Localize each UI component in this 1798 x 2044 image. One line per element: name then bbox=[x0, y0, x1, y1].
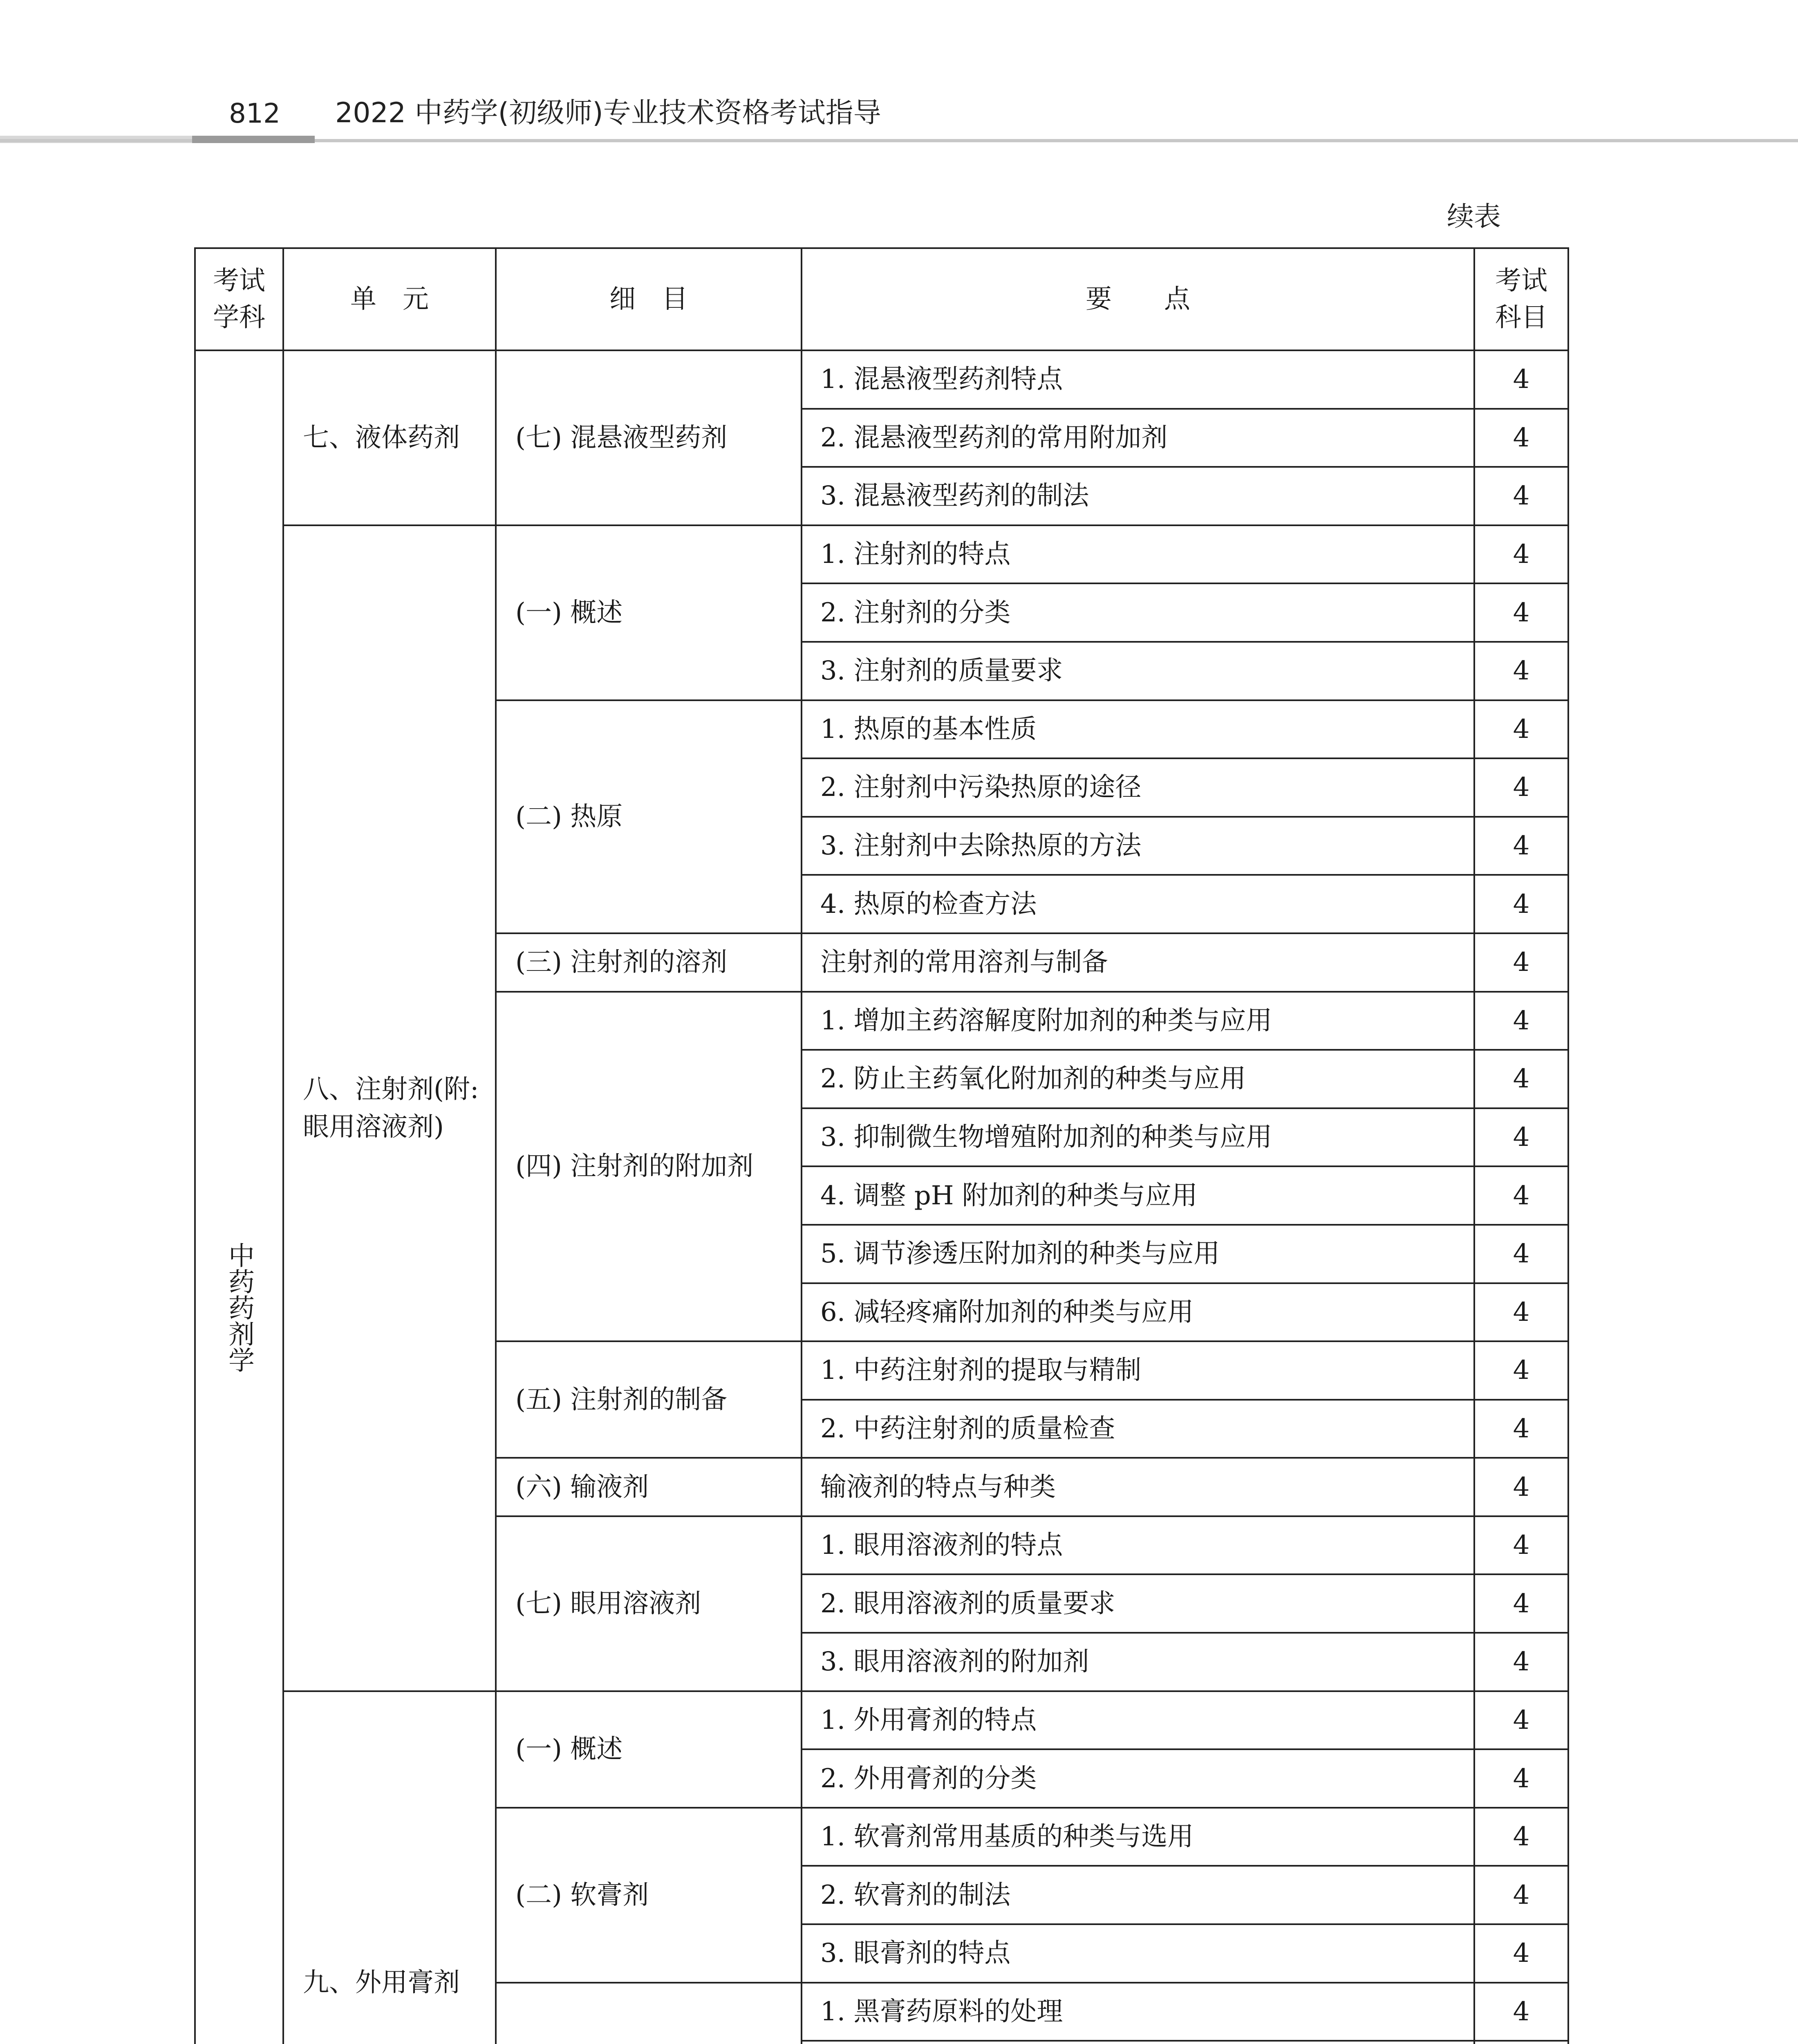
subject-label: 中药药剂学 bbox=[224, 1242, 254, 1373]
point-cell: 2. 眼用溶液剂的质量要求 bbox=[802, 1574, 1474, 1633]
code-cell: 4 bbox=[1474, 1866, 1568, 1924]
point-cell: 1. 软膏剂常用基质的种类与选用 bbox=[802, 1808, 1474, 1866]
code-cell: 4 bbox=[1474, 1050, 1568, 1108]
point-cell: 2. 软膏剂的制法 bbox=[802, 1866, 1474, 1924]
point-cell: 3. 抑制微生物增殖附加剂的种类与应用 bbox=[802, 1108, 1474, 1167]
code-cell: 4 bbox=[1474, 1108, 1568, 1167]
point-cell: 5. 调节渗透压附加剂的种类与应用 bbox=[802, 1225, 1474, 1283]
point-cell: 注射剂的常用溶剂与制备 bbox=[802, 933, 1474, 992]
header-code bbox=[1474, 248, 1568, 350]
code-cell: 4 bbox=[1474, 1458, 1568, 1516]
point-cell: 4. 热原的检查方法 bbox=[802, 875, 1474, 933]
point-cell: 3. 注射剂的质量要求 bbox=[802, 642, 1474, 700]
point-cell: 1. 增加主药溶解度附加剂的种类与应用 bbox=[802, 992, 1474, 1050]
code-cell: 4 bbox=[1474, 409, 1568, 467]
point-cell: 1. 热原的基本性质 bbox=[802, 700, 1474, 759]
book-title: 2022 中药学(初级师)专业技术资格考试指导 bbox=[335, 97, 881, 129]
code-cell: 4 bbox=[1474, 583, 1568, 642]
point-cell: 2. 注射剂的分类 bbox=[802, 583, 1474, 642]
unit-cell: 七、液体药剂 bbox=[283, 350, 496, 525]
detail-cell: (二) 软膏剂 bbox=[496, 1808, 802, 1983]
code-cell: 4 bbox=[1474, 1225, 1568, 1283]
code-cell: 4 bbox=[1474, 758, 1568, 817]
point-cell: 输液剂的特点与种类 bbox=[802, 1458, 1474, 1516]
header-subject-line2: 学科 bbox=[213, 302, 265, 333]
code-cell: 4 bbox=[1474, 1924, 1568, 1983]
point-cell: 3. 注射剂中去除热原的方法 bbox=[802, 817, 1474, 875]
code-cell: 4 bbox=[1474, 1516, 1568, 1575]
code-cell: 4 bbox=[1474, 1983, 1568, 2041]
table-body bbox=[195, 350, 1568, 2044]
point-cell: 4. 调整 pH 附加剂的种类与应用 bbox=[802, 1166, 1474, 1225]
code-cell: 4 bbox=[1474, 1400, 1568, 1458]
point-cell: 1. 眼用溶液剂的特点 bbox=[802, 1516, 1474, 1575]
table-row bbox=[195, 350, 1568, 409]
subject-cell bbox=[195, 350, 283, 2044]
code-cell: 4 bbox=[1474, 350, 1568, 409]
header-rule-accent bbox=[192, 136, 315, 143]
point-cell: 2. 外用膏剂的分类 bbox=[802, 1749, 1474, 1808]
point-cell: 3. 眼用溶液剂的附加剂 bbox=[802, 1633, 1474, 1691]
detail-cell: (三) 注射剂的溶剂 bbox=[496, 933, 802, 992]
detail-cell: (七) 混悬液型药剂 bbox=[496, 350, 802, 525]
page-number: 812 bbox=[229, 98, 280, 129]
point-cell: 1. 黑膏药原料的处理 bbox=[802, 1983, 1474, 2041]
detail-cell: (一) 概述 bbox=[496, 1691, 802, 1808]
point-cell: 1. 中药注射剂的提取与精制 bbox=[802, 1341, 1474, 1400]
header-detail: 细 目 bbox=[496, 248, 802, 350]
detail-cell: (七) 眼用溶液剂 bbox=[496, 1516, 802, 1691]
detail-cell: (五) 注射剂的制备 bbox=[496, 1341, 802, 1458]
detail-cell bbox=[496, 1983, 802, 2044]
point-cell: 2. 混悬液型药剂的常用附加剂 bbox=[802, 409, 1474, 467]
code-cell: 4 bbox=[1474, 992, 1568, 1050]
code-cell: 4 bbox=[1474, 467, 1568, 525]
unit-cell: 八、注射剂(附:眼用溶液剂) bbox=[283, 525, 496, 1691]
detail-cell: (二) 热原 bbox=[496, 700, 802, 933]
code-cell: 4 bbox=[1474, 1749, 1568, 1808]
detail-cell: (四) 注射剂的附加剂 bbox=[496, 992, 802, 1342]
point-cell: 2. 注射剂中污染热原的途径 bbox=[802, 758, 1474, 817]
header-code-line1: 考试 bbox=[1495, 265, 1547, 296]
code-cell: 4 bbox=[1474, 933, 1568, 992]
syllabus-table bbox=[194, 247, 1569, 2044]
header-point: 要 点 bbox=[802, 248, 1474, 350]
code-cell: 4 bbox=[1474, 700, 1568, 759]
point-cell: 6. 减轻疼痛附加剂的种类与应用 bbox=[802, 1283, 1474, 1342]
code-cell: 4 bbox=[1474, 525, 1568, 584]
header-subject-line1: 考试 bbox=[213, 265, 265, 296]
code-cell: 4 bbox=[1474, 1574, 1568, 1633]
point-cell: 1. 外用膏剂的特点 bbox=[802, 1691, 1474, 1750]
header-code-line2: 科目 bbox=[1495, 302, 1547, 333]
point-cell bbox=[802, 2041, 1474, 2044]
code-cell: 4 bbox=[1474, 1691, 1568, 1750]
table-row bbox=[195, 525, 1568, 584]
point-cell: 3. 混悬液型药剂的制法 bbox=[802, 467, 1474, 525]
continued-label: 续表 bbox=[1447, 201, 1501, 232]
point-cell: 1. 混悬液型药剂特点 bbox=[802, 350, 1474, 409]
point-cell: 1. 注射剂的特点 bbox=[802, 525, 1474, 584]
page-header bbox=[0, 0, 1798, 155]
code-cell: 4 bbox=[1474, 1808, 1568, 1866]
point-cell: 3. 眼膏剂的特点 bbox=[802, 1924, 1474, 1983]
table-header-row bbox=[195, 248, 1568, 350]
code-cell: 4 bbox=[1474, 642, 1568, 700]
code-cell: 4 bbox=[1474, 875, 1568, 933]
code-cell bbox=[1474, 2041, 1568, 2044]
detail-cell: (一) 概述 bbox=[496, 525, 802, 700]
code-cell: 4 bbox=[1474, 817, 1568, 875]
code-cell: 4 bbox=[1474, 1633, 1568, 1691]
code-cell: 4 bbox=[1474, 1283, 1568, 1342]
code-cell: 4 bbox=[1474, 1166, 1568, 1225]
unit-cell: 九、外用膏剂 bbox=[283, 1691, 496, 2044]
detail-cell: (六) 输液剂 bbox=[496, 1458, 802, 1516]
table-row bbox=[195, 1691, 1568, 1750]
code-cell: 4 bbox=[1474, 1341, 1568, 1400]
point-cell: 2. 防止主药氧化附加剂的种类与应用 bbox=[802, 1050, 1474, 1108]
header-subject bbox=[195, 248, 283, 350]
header-unit: 单 元 bbox=[283, 248, 496, 350]
point-cell: 2. 中药注射剂的质量检查 bbox=[802, 1400, 1474, 1458]
